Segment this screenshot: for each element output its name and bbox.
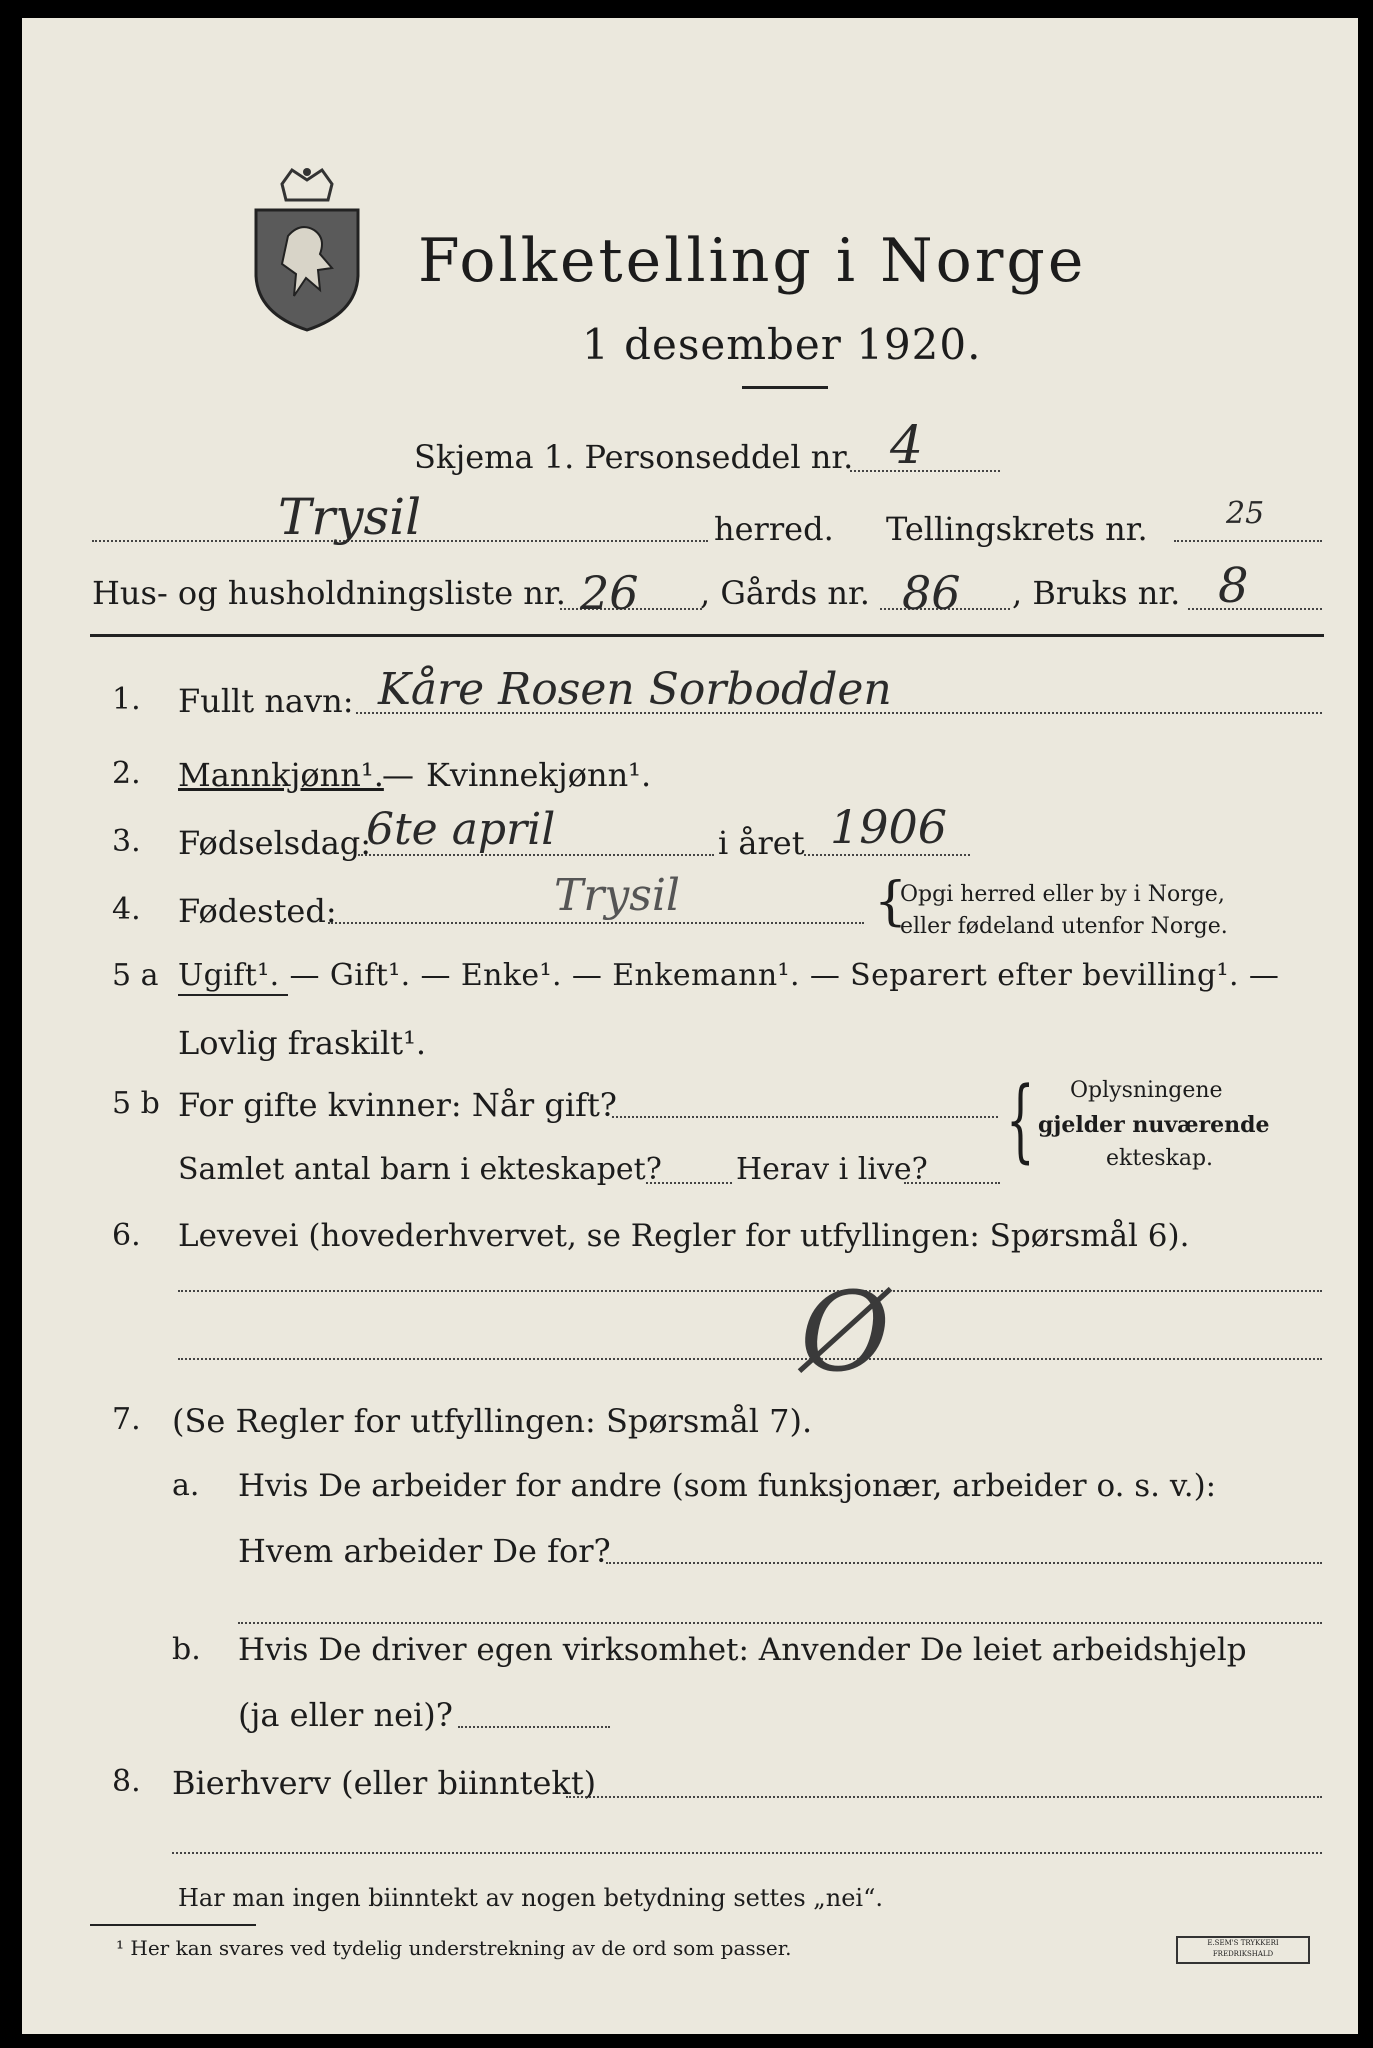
q5b-number: 5 b <box>112 1086 160 1121</box>
hus-label: Hus- og husholdningsliste nr. <box>92 574 566 612</box>
q5b-label-3: Herav i live? <box>736 1152 928 1187</box>
q5b-barn-line <box>646 1182 732 1184</box>
footnote-rule <box>90 1924 256 1926</box>
q7b-label-2: (ja eller nei)? <box>238 1696 453 1734</box>
q5a-text: Ugift¹. — Gift¹. — Enke¹. — Enkemann¹. — Separert efter bevilling¹. — <box>178 958 1280 993</box>
q5b-note-2: gjelder nuværende <box>1038 1112 1270 1138</box>
q4-number: 4. <box>112 892 141 927</box>
census-date: 1 desember 1920. <box>582 320 982 369</box>
q4-value: Trysil <box>554 870 680 921</box>
q8-line-1 <box>566 1796 1322 1798</box>
census-form <box>22 18 1358 2034</box>
q6-value: Ø <box>800 1268 891 1396</box>
q8-number: 8. <box>112 1764 141 1799</box>
title-divider <box>742 386 828 389</box>
footnote: ¹ Her kan svares ved tydelig understrekning av de ord som passer. <box>116 1936 792 1960</box>
q1-value: Kåre Rosen Sorbodden <box>378 664 892 715</box>
hus-value: 26 <box>580 566 639 620</box>
q5b-brace: { <box>1006 1068 1035 1173</box>
q1-label: Fullt navn: <box>178 682 354 720</box>
q5b-note-1: Oplysningene <box>1070 1078 1223 1103</box>
q7-number: 7. <box>112 1402 141 1437</box>
schema-label: Skjema 1. Personseddel nr. <box>414 438 854 476</box>
q3-value: 6te april <box>366 804 556 855</box>
q7b-number: b. <box>172 1632 201 1667</box>
q2-female: Kvinnekjønn¹. <box>426 756 652 794</box>
q5a-number: 5 a <box>112 958 159 993</box>
q4-note-1: Opgi herred eller by i Norge, <box>900 882 1225 907</box>
q3-year-label: i året <box>718 824 805 862</box>
q7b-label: Hvis De driver egen virksomhet: Anvender De leiet arbeidshjelp <box>238 1632 1247 1668</box>
q5b-note-3: ekteskap. <box>1106 1146 1214 1171</box>
q4-line <box>328 922 864 924</box>
q4-label: Fødested: <box>178 892 337 930</box>
q6-number: 6. <box>112 1218 141 1253</box>
q4-note-2: eller fødeland utenfor Norge. <box>900 914 1228 939</box>
q5a-text-2: Lovlig fraskilt¹. <box>178 1024 427 1062</box>
q7a-number: a. <box>172 1468 200 1503</box>
q3-label: Fødselsdag: <box>178 824 372 862</box>
q7-label: (Se Regler for utfyllingen: Spørsmål 7). <box>172 1402 813 1440</box>
bruks-value: 8 <box>1218 558 1249 614</box>
q7a-label-2: Hvem arbeider De for? <box>238 1532 611 1570</box>
q7a-label: Hvis De arbeider for andre (som funksjonær, arbeider o. s. v.): <box>238 1468 1217 1504</box>
tellingskrets-label: Tellingskrets nr. <box>886 510 1148 548</box>
bruks-label: , Bruks nr. <box>1012 574 1181 612</box>
bruks-line <box>1188 608 1322 610</box>
printer-stamp: E.SEM'S TRYKKERI FREDRIKSHALD <box>1176 1936 1310 1964</box>
q2-number: 2. <box>112 756 141 791</box>
tellingskrets-value: 25 <box>1226 496 1265 531</box>
q5b-label-2: Samlet antal barn i ekteskapet? <box>178 1152 662 1187</box>
q8-label: Bierhverv (eller biinntekt) <box>172 1764 597 1802</box>
q3-year-line <box>804 854 970 856</box>
person-nr-value: 4 <box>890 416 924 476</box>
q5b-gift-line <box>612 1116 998 1118</box>
q7b-line <box>458 1726 610 1728</box>
footer-note: Har man ingen biinntekt av nogen betydning settes „nei“. <box>178 1884 883 1912</box>
q1-number: 1. <box>112 682 141 717</box>
header-rule <box>90 634 1324 637</box>
herred-label: herred. <box>714 510 834 548</box>
q4-brace: { <box>874 872 908 932</box>
gards-value: 86 <box>902 566 961 620</box>
q6-line-1 <box>178 1290 1322 1292</box>
tellingskrets-line <box>1174 540 1322 542</box>
q7a-line-1 <box>606 1562 1322 1564</box>
q6-label: Levevei (hovederhvervet, se Regler for utfyllingen: Spørsmål 6). <box>178 1218 1190 1254</box>
person-nr-line <box>850 470 1000 472</box>
q5b-label-1: For gifte kvinner: Når gift? <box>178 1086 617 1124</box>
q2-sep: — <box>382 756 414 794</box>
q5b-ilive-line <box>904 1182 1000 1184</box>
q2-male: Mannkjønn¹. <box>178 756 384 794</box>
q5a-ugift-underline <box>178 994 288 996</box>
q3-number: 3. <box>112 824 141 859</box>
q8-line-2 <box>172 1852 1322 1854</box>
herred-value: Trysil <box>278 488 422 546</box>
q6-line-2 <box>178 1358 1322 1360</box>
q7a-line-2 <box>238 1622 1322 1624</box>
norwegian-coat-of-arms-icon <box>248 166 366 334</box>
form-title: Folketelling i Norge <box>418 226 1087 296</box>
gards-label: , Gårds nr. <box>700 574 870 612</box>
q3-year-value: 1906 <box>830 800 948 854</box>
